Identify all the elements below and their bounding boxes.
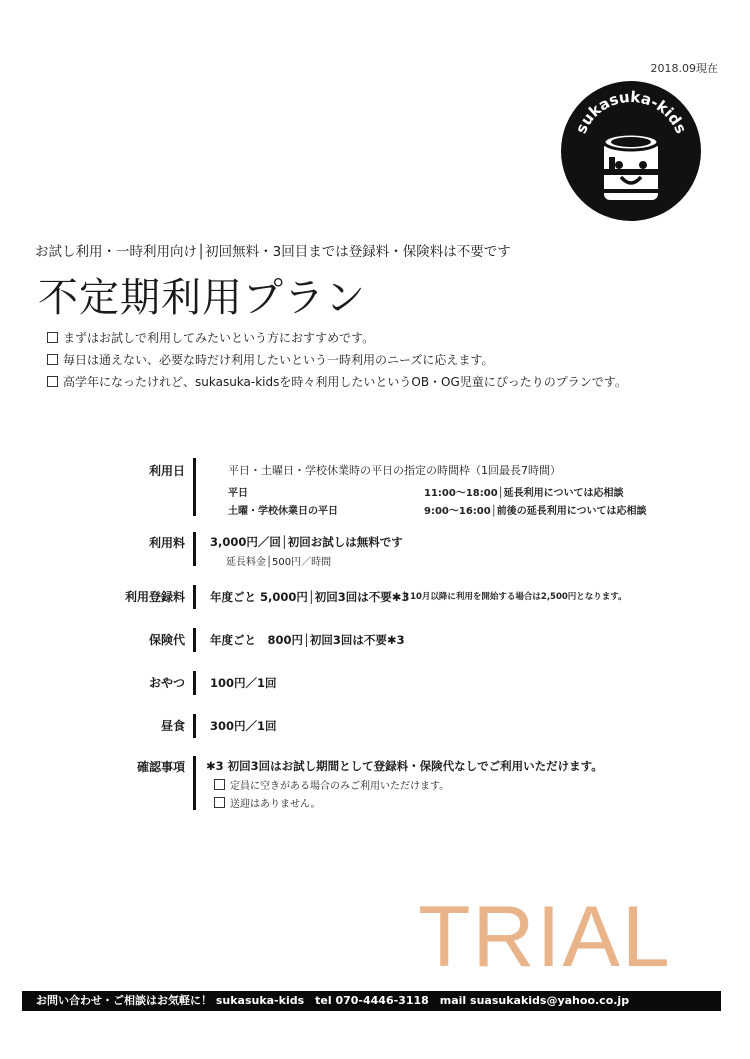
insurance-value: 年度ごと 800円│初回3回は不要✱3 bbox=[210, 633, 405, 647]
issue-date: 2018.09現在 bbox=[650, 62, 718, 75]
days-description: 平日・土曜日・学校休業時の平日の指定の時間枠（1回最長7時間） bbox=[228, 464, 561, 477]
row-label: 利用料 bbox=[148, 536, 185, 550]
row-divider bbox=[193, 714, 196, 738]
sukasuka-kids-logo bbox=[560, 80, 702, 222]
row-divider bbox=[193, 671, 196, 695]
list-item: 毎日は通えない、必要な時だけ利用したいという一時利用のニーズに応えます。 bbox=[47, 349, 627, 371]
row-label: 利用日 bbox=[148, 464, 185, 478]
list-item: 高学年になったけれど、sukasuka-kidsを時々利用したいというOB・OG児童にぴったりのプランです。 bbox=[47, 371, 627, 393]
page-title: 不定期利用プラン bbox=[38, 275, 366, 321]
snack-value: 100円／1回 bbox=[210, 676, 277, 690]
row-label: 利用登録料 bbox=[124, 590, 185, 604]
page-subtitle: お試し利用・一時利用向け│初回無料・3回目までは登録料・保険料は不要です bbox=[35, 244, 511, 260]
extension-fee: 延長料金│500円／時間 bbox=[226, 557, 332, 568]
fee-value: 3,000円／回│初回お試しは無料です bbox=[210, 535, 403, 549]
row-label: 保険代 bbox=[148, 633, 185, 647]
row-divider bbox=[193, 458, 196, 516]
row-label: 昼食 bbox=[160, 719, 185, 733]
list-item: 定員に空きがある場合のみご利用いただけます。 bbox=[214, 777, 449, 792]
weekday-label: 平日 bbox=[228, 488, 248, 499]
checkbox-icon bbox=[214, 779, 225, 790]
trial-watermark: TRIAL bbox=[418, 889, 672, 985]
registration-value: 年度ごと 5,000円│初回3回は不要✱3 bbox=[210, 590, 410, 604]
logo-text: sukasuka-kids bbox=[571, 87, 691, 137]
row-label: 確認事項 bbox=[136, 760, 185, 774]
intro-list bbox=[47, 327, 627, 393]
lunch-value: 300円／1回 bbox=[210, 719, 277, 733]
checkbox-icon bbox=[47, 354, 58, 365]
notes-main: ✱3 初回3回はお試し期間として登録料・保険代なしでご利用いただけます。 bbox=[206, 759, 603, 773]
registration-note: │ 10月以降に利用を開始する場合は2,500円となります。 bbox=[402, 592, 627, 602]
checkbox-icon bbox=[214, 797, 225, 808]
list-item: 送迎はありません。 bbox=[214, 795, 321, 810]
holiday-time: 9:00〜16:00│前後の延長利用については応相談 bbox=[424, 506, 647, 517]
holiday-label: 土曜・学校休業日の平日 bbox=[228, 506, 338, 517]
list-item: まずはお試しで利用してみたいという方におすすめです。 bbox=[47, 327, 627, 349]
row-divider bbox=[193, 756, 196, 810]
row-divider bbox=[193, 585, 196, 609]
weekday-time: 11:00〜18:00│延長利用については応相談 bbox=[424, 488, 624, 499]
row-label: おやつ bbox=[148, 676, 185, 690]
contact-footer: お問い合わせ・ご相談はお気軽に！ sukasuka-kids tel 070-4446-3118 mail suasukakids@yahoo.co.jp bbox=[22, 991, 721, 1011]
row-divider bbox=[193, 628, 196, 652]
checkbox-icon bbox=[47, 332, 58, 343]
row-divider bbox=[193, 532, 196, 566]
checkbox-icon bbox=[47, 376, 58, 387]
